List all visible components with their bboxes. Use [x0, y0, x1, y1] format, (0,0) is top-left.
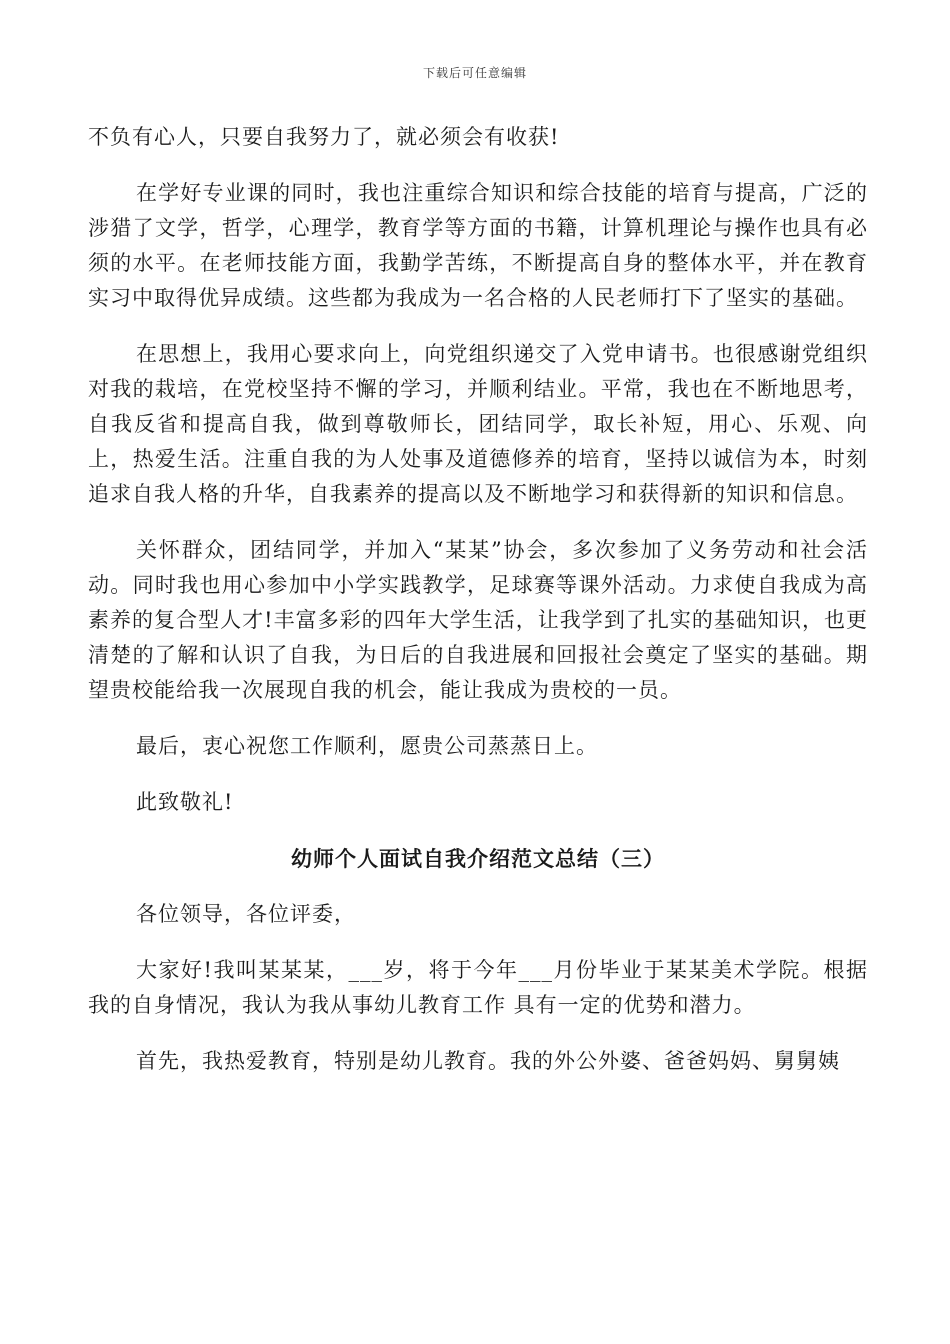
document-body — [88, 120, 868, 1100]
paragraph-activities: 关怀群众，团结同学，并加入“某某”协会，多次参加了义务劳动和社会活动。同时我也用心参加中小学实践教学，足球赛等课外活动。力求使自我成为高素养的复合型人才!丰富多彩的四年大学生活，让我学到了扎实的基础知识，也更清楚的了解和认识了自我，为日后的自我进展和回报社会奠定了坚实的基础。期望贵校能给我一次展现自我的机会，能让我成为贵校的一员。 — [88, 538, 868, 702]
paragraph-skills: 在学好专业课的同时，我也注重综合知识和综合技能的培育与提高，广泛的涉猎了文学，哲学，心理学，教育学等方面的书籍，计算机理论与操作也具有必须的水平。在老师技能方面，我勤学苦练，不断提高自身的整体水平，并在教育实习中取得优异成绩。这些都为我成为一名合格的人民老师打下了坚实的基础。 — [88, 181, 868, 310]
paragraph-greeting: 各位领导，各位评委， — [136, 902, 356, 926]
paragraph-continuation: 不负有心人，只要自我努力了，就必须会有收获! — [88, 125, 560, 149]
paragraph-closing-wish: 最后，衷心祝您工作顺利，愿贵公司蒸蒸日上。 — [136, 734, 598, 758]
paragraph-first-point: 首先，我热爱教育，特别是幼儿教育。我的外公外婆、爸爸妈妈、舅舅姨 — [136, 1049, 840, 1073]
header-note: 下载后可任意编辑 — [422, 66, 527, 80]
paragraph-ideology: 在思想上，我用心要求向上，向党组织递交了入党申请书。也很感谢党组织对我的栽培，在党校坚持不懈的学习，并顺利结业。平常，我也在不断地思考，自我反省和提高自我，做到尊敬师长，团结同学，取长补短，用心、乐观、向上，热爱生活。注重自我的为人处事及道德修养的培育，坚持以诚信为本，时刻追求自我人格的升华，自我素养的提高以及不断地学习和获得新的知识和信息。 — [88, 342, 868, 506]
section-title: 幼师个人面试自我介绍范文总结（三） — [291, 846, 665, 871]
paragraph-introduction: 大家好!我叫某某某，___岁，将于今年___月份毕业于某某美术学院。根据我的自身情况，我认为我从事幼儿教育工作 具有一定的优势和潜力。 — [88, 958, 868, 1017]
paragraph-salutation: 此致敬礼! — [136, 790, 234, 814]
